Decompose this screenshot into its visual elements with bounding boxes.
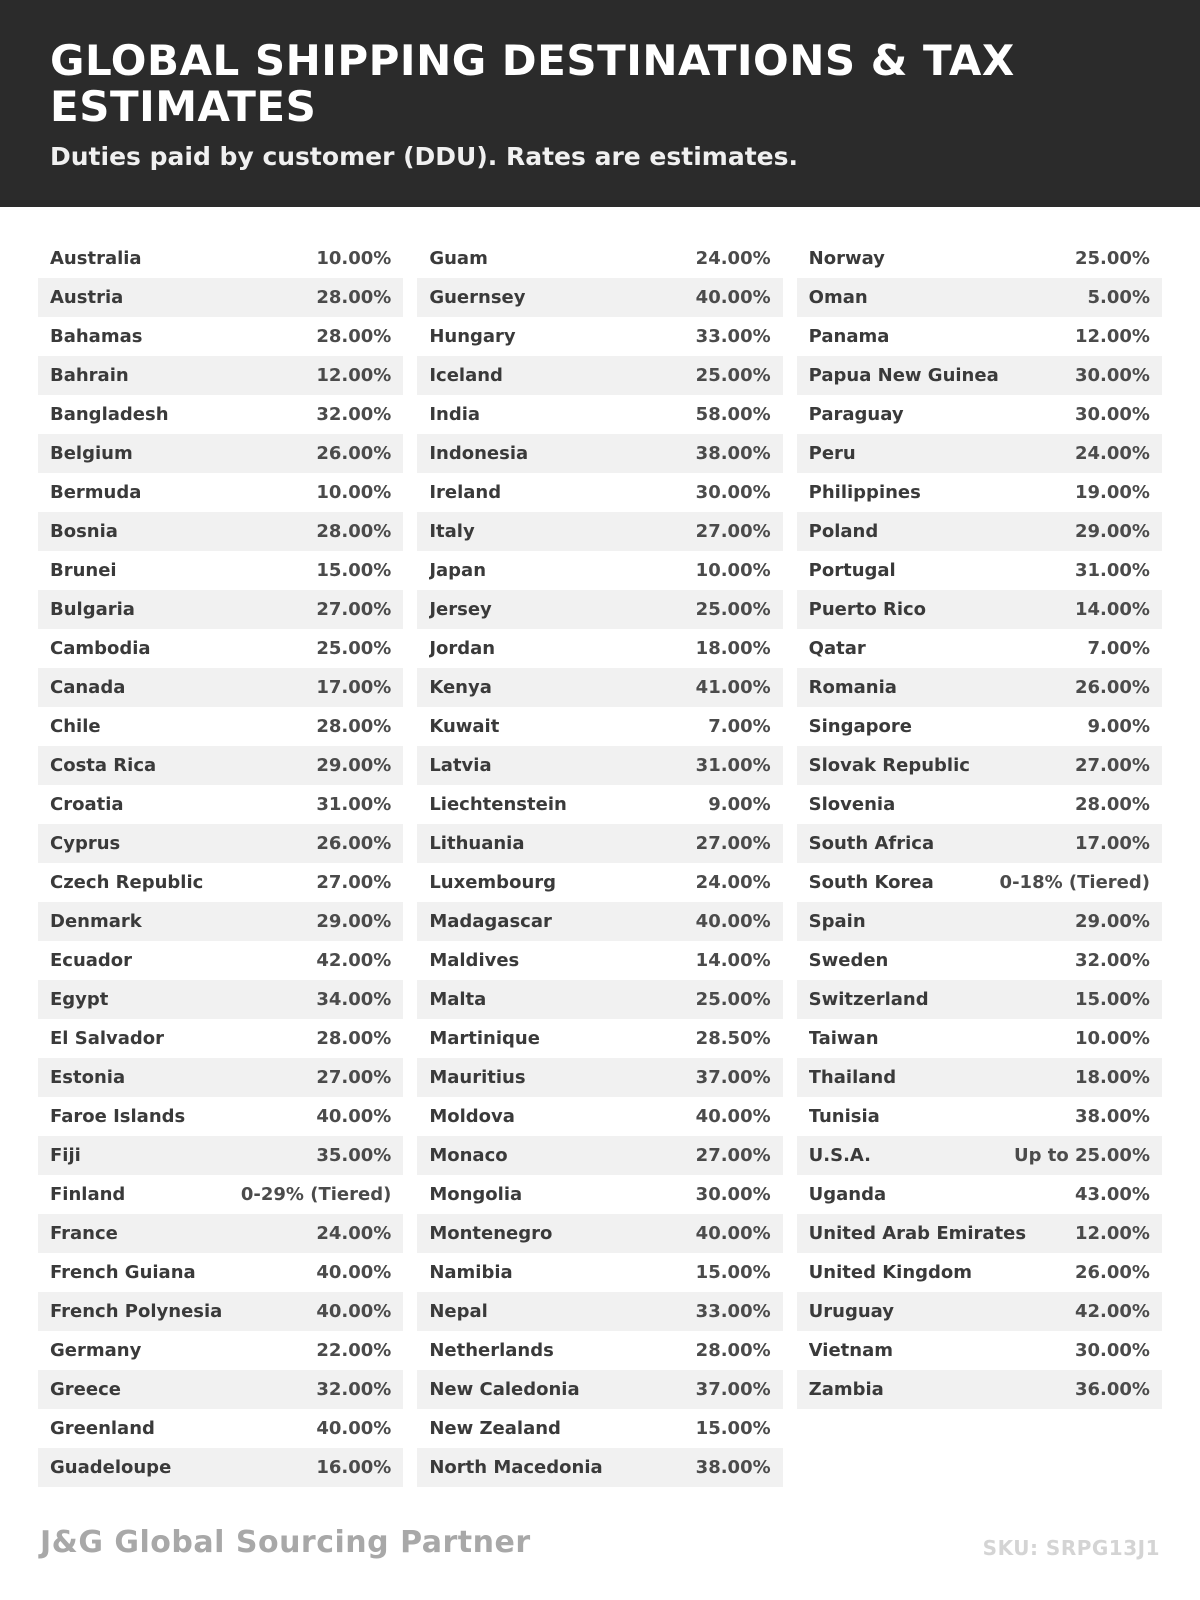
table-row bbox=[797, 746, 1162, 785]
table-row bbox=[797, 395, 1162, 434]
table-row bbox=[797, 356, 1162, 395]
rates-column bbox=[417, 239, 782, 1487]
country-label: Montenegro bbox=[429, 1223, 553, 1245]
table-row bbox=[797, 551, 1162, 590]
country-label: Portugal bbox=[808, 560, 896, 582]
table-row bbox=[417, 707, 782, 746]
rates-table bbox=[0, 207, 1200, 1487]
table-row bbox=[38, 278, 403, 317]
rates-column bbox=[38, 239, 403, 1487]
table-row bbox=[417, 278, 782, 317]
rate-value: 27.00% bbox=[695, 833, 771, 855]
rate-value: 10.00% bbox=[1075, 1028, 1150, 1050]
rate-value: 24.00% bbox=[695, 248, 771, 270]
country-label: Slovenia bbox=[808, 794, 896, 816]
country-label: Uganda bbox=[808, 1184, 887, 1206]
table-row bbox=[417, 1136, 782, 1175]
table-row bbox=[38, 1175, 403, 1214]
table-row bbox=[417, 512, 782, 551]
table-row bbox=[38, 473, 403, 512]
rate-value: 27.00% bbox=[1075, 755, 1150, 777]
country-label: Egypt bbox=[50, 989, 109, 1011]
rate-value: 9.00% bbox=[1087, 716, 1150, 738]
rates-column bbox=[797, 239, 1162, 1487]
country-label: Switzerland bbox=[808, 989, 929, 1011]
table-row bbox=[417, 629, 782, 668]
country-label: Malta bbox=[429, 989, 487, 1011]
table-row bbox=[38, 902, 403, 941]
country-label: Madagascar bbox=[429, 911, 552, 933]
rate-value: 31.00% bbox=[695, 755, 771, 777]
rate-value: 26.00% bbox=[316, 443, 392, 465]
rate-value: 28.00% bbox=[1075, 794, 1150, 816]
table-row bbox=[417, 941, 782, 980]
country-label: Martinique bbox=[429, 1028, 540, 1050]
country-label: Papua New Guinea bbox=[808, 365, 999, 387]
table-row bbox=[417, 1370, 782, 1409]
rate-value: Up to 25.00% bbox=[1014, 1145, 1150, 1167]
sku-label: SKU: SRPG13J1 bbox=[982, 1536, 1160, 1560]
country-label: Puerto Rico bbox=[808, 599, 927, 621]
rate-value: 29.00% bbox=[1075, 911, 1150, 933]
rate-value: 27.00% bbox=[316, 599, 392, 621]
rate-value: 41.00% bbox=[695, 677, 771, 699]
rate-value: 25.00% bbox=[1075, 248, 1150, 270]
rate-value: 35.00% bbox=[316, 1145, 392, 1167]
rate-value: 12.00% bbox=[1075, 326, 1150, 348]
table-row bbox=[417, 668, 782, 707]
table-row bbox=[417, 356, 782, 395]
country-label: Mongolia bbox=[429, 1184, 523, 1206]
country-label: Czech Republic bbox=[50, 872, 204, 894]
table-row bbox=[797, 512, 1162, 551]
country-label: Germany bbox=[50, 1340, 142, 1362]
country-label: Sweden bbox=[808, 950, 889, 972]
table-row bbox=[797, 1253, 1162, 1292]
rate-value: 9.00% bbox=[708, 794, 771, 816]
table-row bbox=[38, 551, 403, 590]
country-label: Luxembourg bbox=[429, 872, 557, 894]
table-row bbox=[38, 590, 403, 629]
rate-value: 28.00% bbox=[316, 287, 392, 309]
table-row bbox=[417, 980, 782, 1019]
country-label: Zambia bbox=[808, 1379, 884, 1401]
country-label: Cyprus bbox=[50, 833, 121, 855]
country-label: United Arab Emirates bbox=[808, 1223, 1027, 1245]
rate-value: 33.00% bbox=[695, 326, 771, 348]
table-row bbox=[38, 1448, 403, 1487]
country-label: Latvia bbox=[429, 755, 492, 777]
table-row bbox=[417, 239, 782, 278]
country-label: New Zealand bbox=[429, 1418, 561, 1440]
table-row bbox=[797, 473, 1162, 512]
country-label: Ireland bbox=[429, 482, 502, 504]
country-label: Oman bbox=[808, 287, 868, 309]
rate-value: 34.00% bbox=[316, 989, 392, 1011]
country-label: Paraguay bbox=[808, 404, 904, 426]
rate-value: 40.00% bbox=[316, 1418, 392, 1440]
country-label: United Kingdom bbox=[808, 1262, 973, 1284]
table-row bbox=[38, 980, 403, 1019]
rate-value: 10.00% bbox=[316, 482, 392, 504]
table-row bbox=[38, 1136, 403, 1175]
table-row bbox=[38, 668, 403, 707]
rate-value: 37.00% bbox=[695, 1067, 771, 1089]
rate-value: 28.00% bbox=[316, 716, 392, 738]
rate-value: 30.00% bbox=[1075, 1340, 1150, 1362]
table-row bbox=[797, 1370, 1162, 1409]
rate-value: 38.00% bbox=[695, 1457, 771, 1479]
rate-value: 42.00% bbox=[1075, 1301, 1150, 1323]
country-label: Vietnam bbox=[808, 1340, 893, 1362]
page-title: GLOBAL SHIPPING DESTINATIONS & TAX ESTIMATES bbox=[50, 36, 1015, 132]
table-row bbox=[38, 1253, 403, 1292]
country-label: Philippines bbox=[808, 482, 921, 504]
table-row bbox=[417, 1292, 782, 1331]
rate-value: 31.00% bbox=[316, 794, 392, 816]
table-row bbox=[38, 317, 403, 356]
country-label: Netherlands bbox=[429, 1340, 554, 1362]
table-row bbox=[38, 785, 403, 824]
table-row bbox=[797, 1331, 1162, 1370]
rate-value: 19.00% bbox=[1075, 482, 1150, 504]
rate-value: 7.00% bbox=[1087, 638, 1150, 660]
table-row bbox=[797, 590, 1162, 629]
country-label: India bbox=[429, 404, 481, 426]
table-row bbox=[417, 1253, 782, 1292]
table-row bbox=[797, 941, 1162, 980]
rate-value: 14.00% bbox=[695, 950, 771, 972]
country-label: Greece bbox=[50, 1379, 121, 1401]
table-row bbox=[797, 434, 1162, 473]
table-row bbox=[417, 902, 782, 941]
country-label: Canada bbox=[50, 677, 126, 699]
country-label: Guernsey bbox=[429, 287, 526, 309]
country-label: Cambodia bbox=[50, 638, 151, 660]
rate-value: 0-29% (Tiered) bbox=[240, 1184, 392, 1206]
country-label: Bulgaria bbox=[50, 599, 135, 621]
rate-value: 28.00% bbox=[695, 1340, 771, 1362]
rate-value: 25.00% bbox=[695, 599, 771, 621]
country-label: Guadeloupe bbox=[50, 1457, 172, 1479]
table-row bbox=[797, 1175, 1162, 1214]
table-row bbox=[417, 317, 782, 356]
rate-value: 28.00% bbox=[316, 1028, 392, 1050]
table-row bbox=[38, 707, 403, 746]
rate-value: 7.00% bbox=[708, 716, 771, 738]
country-label: Australia bbox=[50, 248, 142, 270]
rate-value: 38.00% bbox=[695, 443, 771, 465]
country-label: Maldives bbox=[429, 950, 520, 972]
table-row bbox=[417, 1097, 782, 1136]
table-row bbox=[417, 590, 782, 629]
country-label: Peru bbox=[808, 443, 856, 465]
country-label: Costa Rica bbox=[50, 755, 157, 777]
table-row bbox=[797, 902, 1162, 941]
rate-value: 25.00% bbox=[695, 989, 771, 1011]
rate-value: 12.00% bbox=[316, 365, 392, 387]
country-label: Slovak Republic bbox=[808, 755, 970, 777]
table-row bbox=[417, 1019, 782, 1058]
country-label: Kenya bbox=[429, 677, 492, 699]
country-label: El Salvador bbox=[50, 1028, 165, 1050]
rate-value: 15.00% bbox=[1075, 989, 1150, 1011]
country-label: Bosnia bbox=[50, 521, 118, 543]
country-label: Liechtenstein bbox=[429, 794, 567, 816]
country-label: Mauritius bbox=[429, 1067, 526, 1089]
country-label: Italy bbox=[429, 521, 475, 543]
country-label: Greenland bbox=[50, 1418, 155, 1440]
country-label: Jersey bbox=[429, 599, 492, 621]
table-row bbox=[38, 1097, 403, 1136]
rate-value: 12.00% bbox=[1075, 1223, 1150, 1245]
country-label: Bangladesh bbox=[50, 404, 169, 426]
table-row bbox=[797, 1019, 1162, 1058]
country-label: North Macedonia bbox=[429, 1457, 603, 1479]
country-label: Singapore bbox=[808, 716, 912, 738]
country-label: French Guiana bbox=[50, 1262, 196, 1284]
rate-value: 18.00% bbox=[1075, 1067, 1150, 1089]
country-label: South Africa bbox=[808, 833, 935, 855]
rate-value: 30.00% bbox=[1075, 404, 1150, 426]
rate-value: 10.00% bbox=[695, 560, 771, 582]
rate-value: 38.00% bbox=[1075, 1106, 1150, 1128]
country-label: New Caledonia bbox=[429, 1379, 580, 1401]
page-footer bbox=[0, 1525, 1200, 1600]
rate-value: 30.00% bbox=[1075, 365, 1150, 387]
table-row bbox=[417, 1214, 782, 1253]
rate-value: 40.00% bbox=[695, 1106, 771, 1128]
table-row bbox=[38, 434, 403, 473]
rate-value: 27.00% bbox=[316, 872, 392, 894]
country-label: Lithuania bbox=[429, 833, 525, 855]
table-row bbox=[38, 1370, 403, 1409]
country-label: Uruguay bbox=[808, 1301, 894, 1323]
table-row bbox=[797, 785, 1162, 824]
rate-value: 24.00% bbox=[695, 872, 771, 894]
country-label: Guam bbox=[429, 248, 488, 270]
rate-value: 14.00% bbox=[1075, 599, 1150, 621]
country-label: Qatar bbox=[808, 638, 866, 660]
rate-value: 28.00% bbox=[316, 521, 392, 543]
table-row bbox=[797, 707, 1162, 746]
table-row bbox=[38, 1409, 403, 1448]
country-label: Tunisia bbox=[808, 1106, 880, 1128]
rate-value: 15.00% bbox=[695, 1262, 771, 1284]
rate-value: 26.00% bbox=[1075, 1262, 1150, 1284]
country-label: Estonia bbox=[50, 1067, 126, 1089]
country-label: Spain bbox=[808, 911, 866, 933]
table-row bbox=[38, 1292, 403, 1331]
rate-value: 33.00% bbox=[695, 1301, 771, 1323]
rate-value: 22.00% bbox=[316, 1340, 392, 1362]
rate-value: 28.00% bbox=[316, 326, 392, 348]
rate-value: 36.00% bbox=[1075, 1379, 1150, 1401]
rate-value: 40.00% bbox=[316, 1301, 392, 1323]
table-row bbox=[38, 356, 403, 395]
rate-value: 24.00% bbox=[316, 1223, 392, 1245]
rate-value: 24.00% bbox=[1075, 443, 1150, 465]
rate-value: 17.00% bbox=[316, 677, 392, 699]
rate-value: 40.00% bbox=[316, 1262, 392, 1284]
rate-value: 0-18% (Tiered) bbox=[999, 872, 1150, 894]
rate-value: 29.00% bbox=[316, 755, 392, 777]
country-label: Denmark bbox=[50, 911, 142, 933]
rate-value: 30.00% bbox=[695, 482, 771, 504]
rate-value: 17.00% bbox=[1075, 833, 1150, 855]
table-row bbox=[38, 512, 403, 551]
country-label: Chile bbox=[50, 716, 101, 738]
table-row bbox=[417, 434, 782, 473]
table-row bbox=[797, 1214, 1162, 1253]
country-label: Panama bbox=[808, 326, 890, 348]
country-label: Belgium bbox=[50, 443, 133, 465]
country-label: French Polynesia bbox=[50, 1301, 223, 1323]
country-label: Ecuador bbox=[50, 950, 133, 972]
table-row bbox=[797, 239, 1162, 278]
table-row bbox=[38, 1019, 403, 1058]
table-row bbox=[797, 317, 1162, 356]
table-row bbox=[417, 746, 782, 785]
country-label: U.S.A. bbox=[808, 1145, 872, 1167]
country-label: Nepal bbox=[429, 1301, 488, 1323]
table-row bbox=[38, 941, 403, 980]
table-row bbox=[417, 473, 782, 512]
brand-label: J&G Global Sourcing Partner bbox=[40, 1525, 531, 1560]
table-row bbox=[38, 1331, 403, 1370]
country-label: Bermuda bbox=[50, 482, 142, 504]
rate-value: 15.00% bbox=[695, 1418, 771, 1440]
table-row bbox=[417, 785, 782, 824]
rate-value: 32.00% bbox=[316, 1379, 392, 1401]
country-label: Jordan bbox=[429, 638, 496, 660]
rate-value: 43.00% bbox=[1075, 1184, 1150, 1206]
rate-value: 27.00% bbox=[695, 521, 771, 543]
country-label: Thailand bbox=[808, 1067, 897, 1089]
rate-value: 25.00% bbox=[695, 365, 771, 387]
table-row bbox=[417, 395, 782, 434]
rate-value: 32.00% bbox=[1075, 950, 1150, 972]
table-row bbox=[797, 668, 1162, 707]
table-row bbox=[38, 824, 403, 863]
country-label: Moldova bbox=[429, 1106, 515, 1128]
table-row bbox=[38, 395, 403, 434]
table-row bbox=[797, 278, 1162, 317]
table-row bbox=[38, 1058, 403, 1097]
table-row bbox=[797, 824, 1162, 863]
country-label: Poland bbox=[808, 521, 879, 543]
rate-value: 37.00% bbox=[695, 1379, 771, 1401]
table-row bbox=[417, 1175, 782, 1214]
country-label: Bahrain bbox=[50, 365, 129, 387]
rate-value: 40.00% bbox=[695, 287, 771, 309]
rate-value: 15.00% bbox=[316, 560, 392, 582]
rate-value: 27.00% bbox=[316, 1067, 392, 1089]
country-label: Iceland bbox=[429, 365, 503, 387]
rate-value: 10.00% bbox=[316, 248, 392, 270]
table-row bbox=[417, 1058, 782, 1097]
country-label: Faroe Islands bbox=[50, 1106, 186, 1128]
country-label: Norway bbox=[808, 248, 885, 270]
country-label: France bbox=[50, 1223, 118, 1245]
rate-value: 40.00% bbox=[695, 1223, 771, 1245]
country-label: Japan bbox=[429, 560, 487, 582]
country-label: South Korea bbox=[808, 872, 934, 894]
table-row bbox=[797, 629, 1162, 668]
rate-value: 30.00% bbox=[695, 1184, 771, 1206]
rate-value: 28.50% bbox=[695, 1028, 771, 1050]
rate-value: 40.00% bbox=[316, 1106, 392, 1128]
country-label: Hungary bbox=[429, 326, 516, 348]
table-row bbox=[417, 1448, 782, 1487]
table-row bbox=[417, 863, 782, 902]
table-row bbox=[38, 239, 403, 278]
rate-value: 5.00% bbox=[1087, 287, 1150, 309]
table-row bbox=[38, 629, 403, 668]
rate-value: 26.00% bbox=[1075, 677, 1150, 699]
table-row bbox=[38, 1214, 403, 1253]
table-row bbox=[417, 1331, 782, 1370]
country-label: Croatia bbox=[50, 794, 124, 816]
country-label: Finland bbox=[50, 1184, 126, 1206]
rate-value: 32.00% bbox=[316, 404, 392, 426]
country-label: Taiwan bbox=[808, 1028, 879, 1050]
rate-value: 18.00% bbox=[695, 638, 771, 660]
table-row bbox=[38, 863, 403, 902]
table-row bbox=[797, 1292, 1162, 1331]
page-subtitle: Duties paid by customer (DDU). Rates are estimates. bbox=[50, 142, 798, 172]
table-row bbox=[38, 746, 403, 785]
rate-value: 29.00% bbox=[316, 911, 392, 933]
table-row bbox=[417, 551, 782, 590]
table-row bbox=[797, 1136, 1162, 1175]
country-label: Fiji bbox=[50, 1145, 81, 1167]
table-row bbox=[417, 824, 782, 863]
country-label: Austria bbox=[50, 287, 124, 309]
country-label: Romania bbox=[808, 677, 897, 699]
country-label: Brunei bbox=[50, 560, 117, 582]
rate-value: 27.00% bbox=[695, 1145, 771, 1167]
rate-value: 31.00% bbox=[1075, 560, 1150, 582]
rate-value: 42.00% bbox=[316, 950, 392, 972]
rate-value: 58.00% bbox=[695, 404, 771, 426]
rate-value: 25.00% bbox=[316, 638, 392, 660]
table-row bbox=[797, 1097, 1162, 1136]
rate-value: 16.00% bbox=[316, 1457, 392, 1479]
country-label: Indonesia bbox=[429, 443, 529, 465]
page-header bbox=[0, 0, 1200, 207]
table-row bbox=[797, 1058, 1162, 1097]
country-label: Monaco bbox=[429, 1145, 508, 1167]
rate-value: 40.00% bbox=[695, 911, 771, 933]
table-row bbox=[797, 980, 1162, 1019]
table-row bbox=[417, 1409, 782, 1448]
country-label: Kuwait bbox=[429, 716, 500, 738]
table-row bbox=[797, 863, 1162, 902]
rate-value: 29.00% bbox=[1075, 521, 1150, 543]
country-label: Namibia bbox=[429, 1262, 513, 1284]
rate-value: 26.00% bbox=[316, 833, 392, 855]
country-label: Bahamas bbox=[50, 326, 143, 348]
